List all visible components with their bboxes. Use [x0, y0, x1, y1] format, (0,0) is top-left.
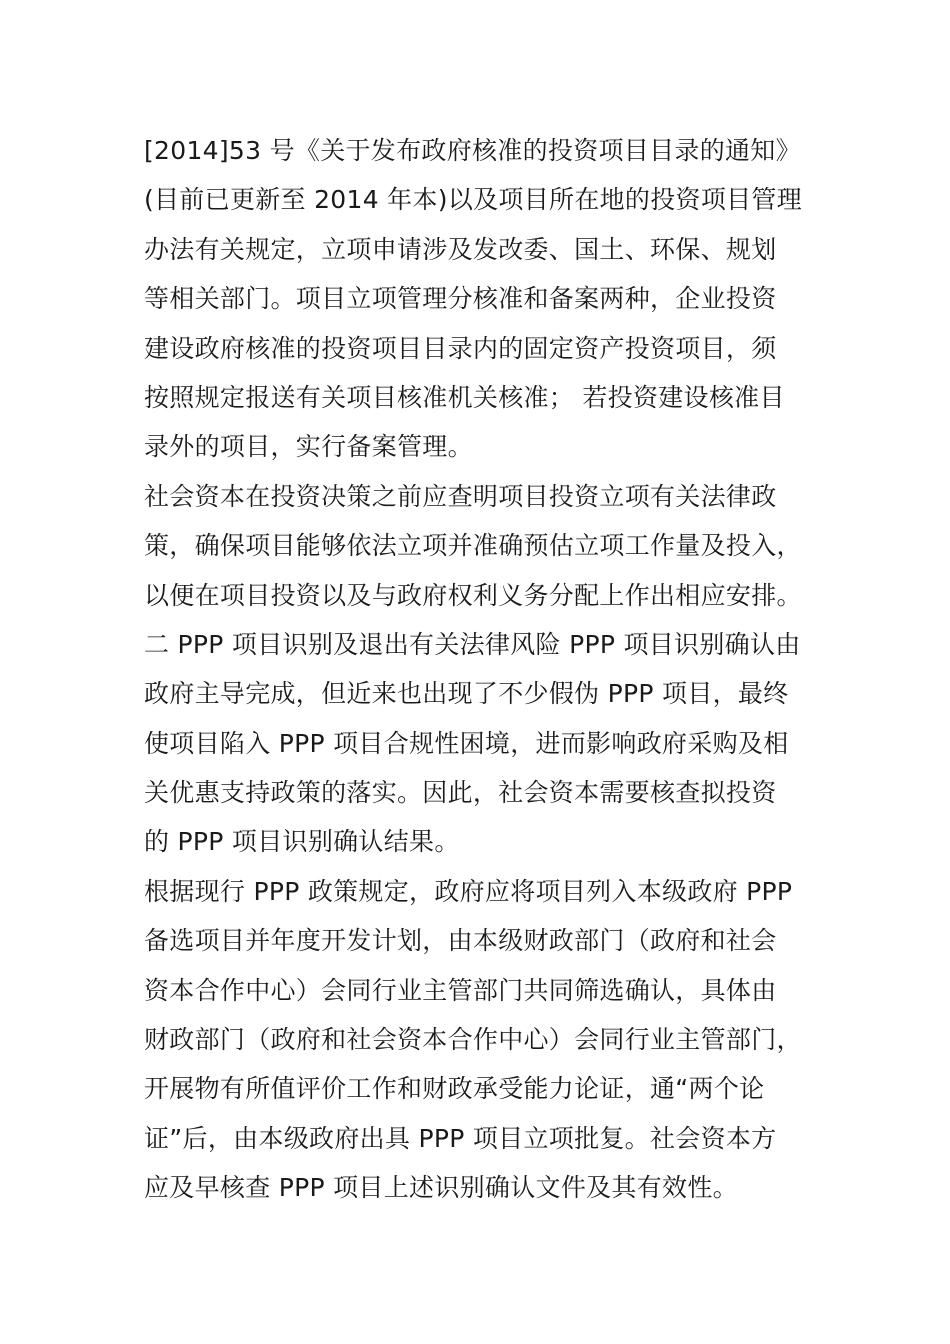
text-line: (目前已更新至 2014 年本)以及项目所在地的投资项目管理 [144, 185, 803, 215]
text-line: 使项目陷入 PPP 项目合规性困境，进而影响政府采购及相 [144, 728, 789, 758]
text-line: 根据现行 PPP 政策规定，政府应将项目列入本级政府 PPP [144, 876, 793, 906]
text-line: 社会资本在投资决策之前应查明项目投资立项有关法律政 [144, 481, 777, 511]
text-line: 应及早核查 PPP 项目上述识别确认文件及其有效性。 [144, 1173, 738, 1203]
text-line: 备选项目并年度开发计划，由本级财政部门（政府和社会 [144, 926, 777, 956]
text-line: 关优惠支持政策的落实。因此，社会资本需要核查拟投资 [144, 778, 777, 808]
text-line: 财政部门（政府和社会资本合作中心）会同行业主管部门， [144, 1025, 802, 1055]
text-line: 的 PPP 项目识别确认结果。 [144, 827, 460, 857]
text-line: 策，确保项目能够依法立项并准确预估立项工作量及投入， [144, 531, 802, 561]
text-line: 按照规定报送有关项目核准机关核准； 若投资建设核准目 [144, 382, 785, 412]
text-line: 建设政府核准的投资项目目录内的固定资产投资项目，须 [144, 333, 777, 363]
text-line: 二 PPP 项目识别及退出有关法律风险 PPP 项目识别确认由 [144, 629, 801, 659]
text-line: 资本合作中心）会同行业主管部门共同筛选确认，具体由 [144, 975, 777, 1005]
text-line: 证”后，由本级政府出具 PPP 项目立项批复。社会资本方 [144, 1123, 777, 1153]
text-line: 以便在项目投资以及与政府权利义务分配上作出相应安排。 [144, 580, 802, 610]
text-line: 录外的项目，实行备案管理。 [144, 432, 473, 462]
text-line: [2014]53 号《关于发布政府核准的投资项目目录的通知》 [144, 136, 801, 165]
text-line: 等相关部门。项目立项管理分核准和备案两种，企业投资 [144, 284, 777, 314]
text-line: 政府主导完成，但近来也出现了不少假伪 PPP 项目，最终 [144, 679, 789, 709]
text-line: 办法有关规定，立项申请涉及发改委、国土、环保、规划 [144, 234, 777, 264]
body-text [144, 126, 824, 1213]
text-line: 开展物有所值评价工作和财政承受能力论证，通“两个论 [144, 1074, 765, 1104]
